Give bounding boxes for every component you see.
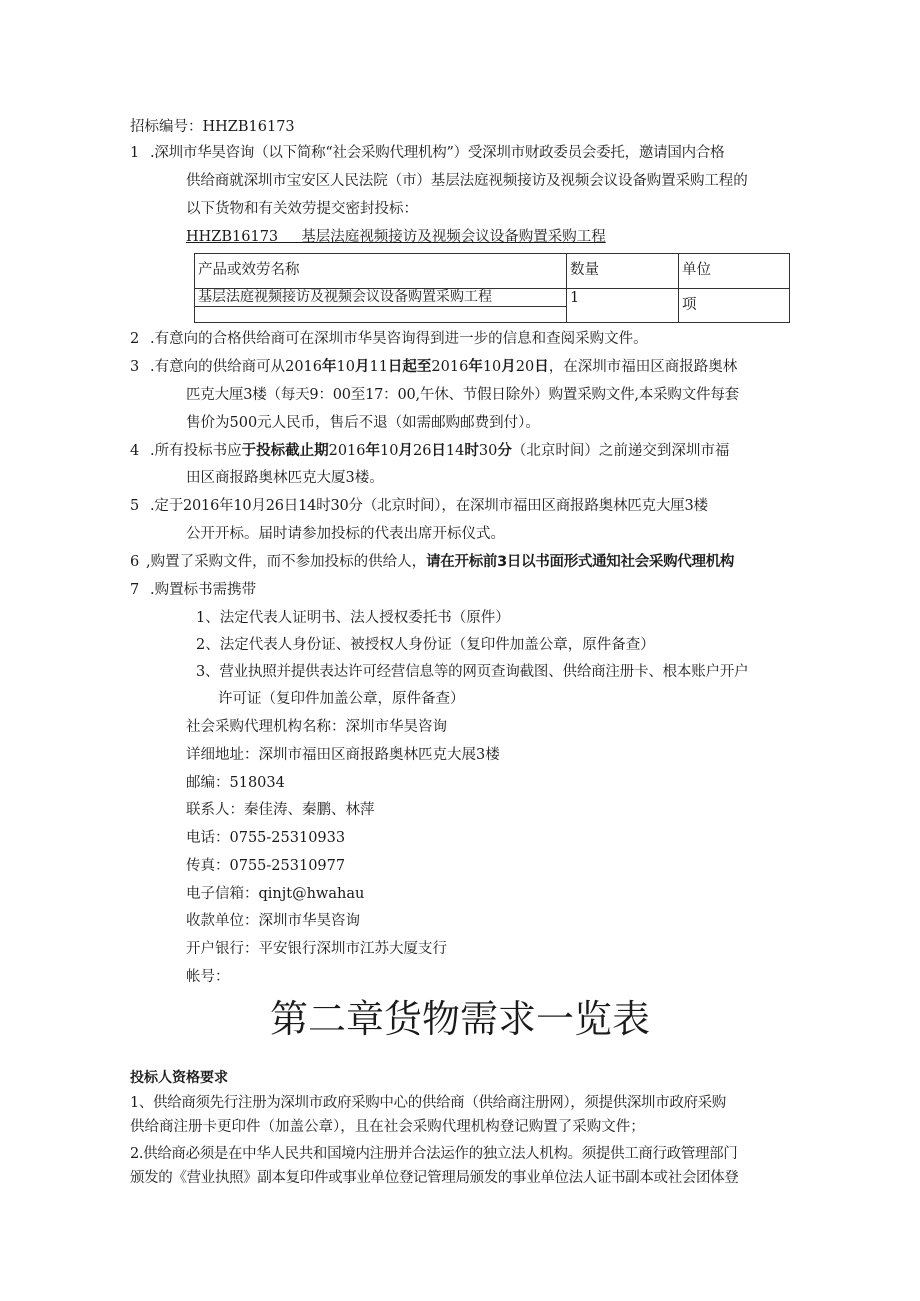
para-5-line-2: 公开开标。届时请参加投标的代表出席开标仪式。 (186, 526, 505, 542)
requirement-2-line-1: 2.供给商必须是在中华人民共和国境内注册并合法运作的独立法人机构。须提供工商行政管理部门 (130, 1146, 738, 1162)
goods-table (194, 253, 790, 323)
table-cell-name: 基层法庭视频接访及视频会议设备购置采购工程 (194, 288, 566, 306)
para-2-line-1: .有意向的合格供给商可在深圳市华昊咨询得到进一步的信息和查阅采购文件。 (150, 331, 648, 347)
requirement-1-line-1: 1、供给商须先行注册为深圳市政府采购中心的供给商（供给商注册网），须提供深圳市政府采购 (130, 1095, 726, 1111)
para-4-line-1: .所有投标书应于投标截止期2016年10月26日14时30分（北京时间）之前递交到深圳市福 (150, 443, 730, 459)
para-3-number: 3 (130, 359, 140, 375)
requirement-item-1: 1、法定代表人证明书、法人授权委托书（原件） (196, 610, 510, 626)
bank: 开户银行：平安银行深圳市江苏大厦支行 (186, 941, 447, 957)
email: 电子信箱：qinjt@hwahau (186, 886, 365, 902)
table-cell-qty: 1 (566, 288, 678, 323)
chapter-title: 第二章货物需求一览表 (269, 997, 650, 1041)
para-4-line-2: 田区商报路奥林匹克大厦3楼。 (186, 470, 384, 486)
payee: 收款单位：深圳市华昊咨询 (186, 913, 360, 929)
table-header-name: 产品或效劳名称 (194, 253, 566, 288)
requirement-item-2: 2、法定代表人身份证、被授权人身份证（复印件加盖公章，原件备查） (196, 637, 655, 653)
requirements-heading: 投标人资格要求 (130, 1070, 228, 1086)
para-7-number: 7 (130, 582, 140, 598)
postcode: 邮编：518034 (186, 775, 285, 791)
para-1-number: 1 (130, 145, 140, 161)
requirement-item-3-line-2: 许可证（复印件加盖公章，原件备查） (218, 691, 465, 707)
para-1-line-2: 供给商就深圳市宝安区人民法院（市）基层法庭视频接访及视频会议设备购置采购工程的 (186, 173, 748, 189)
para-3-line-1: .有意向的供给商可从2016年10月11日起至2016年10月20日，在深圳市福田区商报路奥林 (150, 359, 738, 375)
table-header-unit: 单位 (678, 253, 790, 288)
para-3-line-3: 售价为500元人民币，售后不退（如需邮购邮费到付）。 (186, 415, 540, 431)
para-6-line-1: ,购置了采购文件，而不参加投标的供给人，请在开标前3日以书面形式通知社会采购代理机构 (146, 554, 735, 570)
requirement-1-line-2: 供给商注册卡更印件（加盖公章），且在社会采购代理机构登记购置了采购文件； (130, 1119, 645, 1135)
para-3-line-2: 匹克大厘3楼（每天9：00至17：00,午休、节假日除外）购置采购文件,本采购文件每套 (186, 387, 739, 403)
agency-address: 详细地址：深圳市福田区商报路奥林匹克大展3楼 (186, 747, 500, 763)
table-header-qty: 数量 (566, 253, 678, 288)
para-2-number: 2 (130, 331, 140, 347)
para-1-line-1: .深圳市华昊咨询（以下简称“社会采购代理机构”）受深圳市财政委员会委托，邀请国内合格 (150, 145, 725, 161)
table-cell-unit: 项 (678, 288, 790, 323)
requirement-item-3-line-1: 3、营业执照并提供表达许可经营信息等的网页查询截图、供给商注册卡、根本账户开户 (196, 664, 749, 680)
agency-name: 社会采购代理机构名称：深圳市华昊咨询 (186, 719, 447, 735)
phone: 电话：0755-25310933 (186, 830, 346, 846)
fax: 传真：0755-25310977 (186, 858, 346, 874)
requirement-2-line-2: 颁发的《营业执照》副本复印件或事业单位登记管理局颁发的事业单位法人证书副本或社会团体登 (130, 1170, 739, 1186)
para-4-number: 4 (130, 443, 140, 459)
para-6-number: 6 (130, 554, 140, 570)
para-7-line-1: .购置标书需携带 (150, 582, 257, 598)
para-5-number: 5 (130, 498, 140, 514)
para-5-line-1: .定于2016年10月26日14时30分（北京时间），在深圳市福田区商报路奥林匹克大厘3楼 (150, 498, 708, 514)
project-line: HHZB16173 基层法庭视频接访及视频会议设备购置采购工程 (186, 229, 606, 245)
table-cell-empty (194, 306, 566, 323)
contact-persons: 联系人：秦佳涛、秦鹏、林萍 (186, 802, 375, 818)
account: 帐号： (186, 969, 230, 985)
para-1-line-3: 以下货物和有关效劳提交密封投标： (186, 201, 418, 217)
bid-number: 招标编号：HHZB16173 (130, 119, 295, 135)
